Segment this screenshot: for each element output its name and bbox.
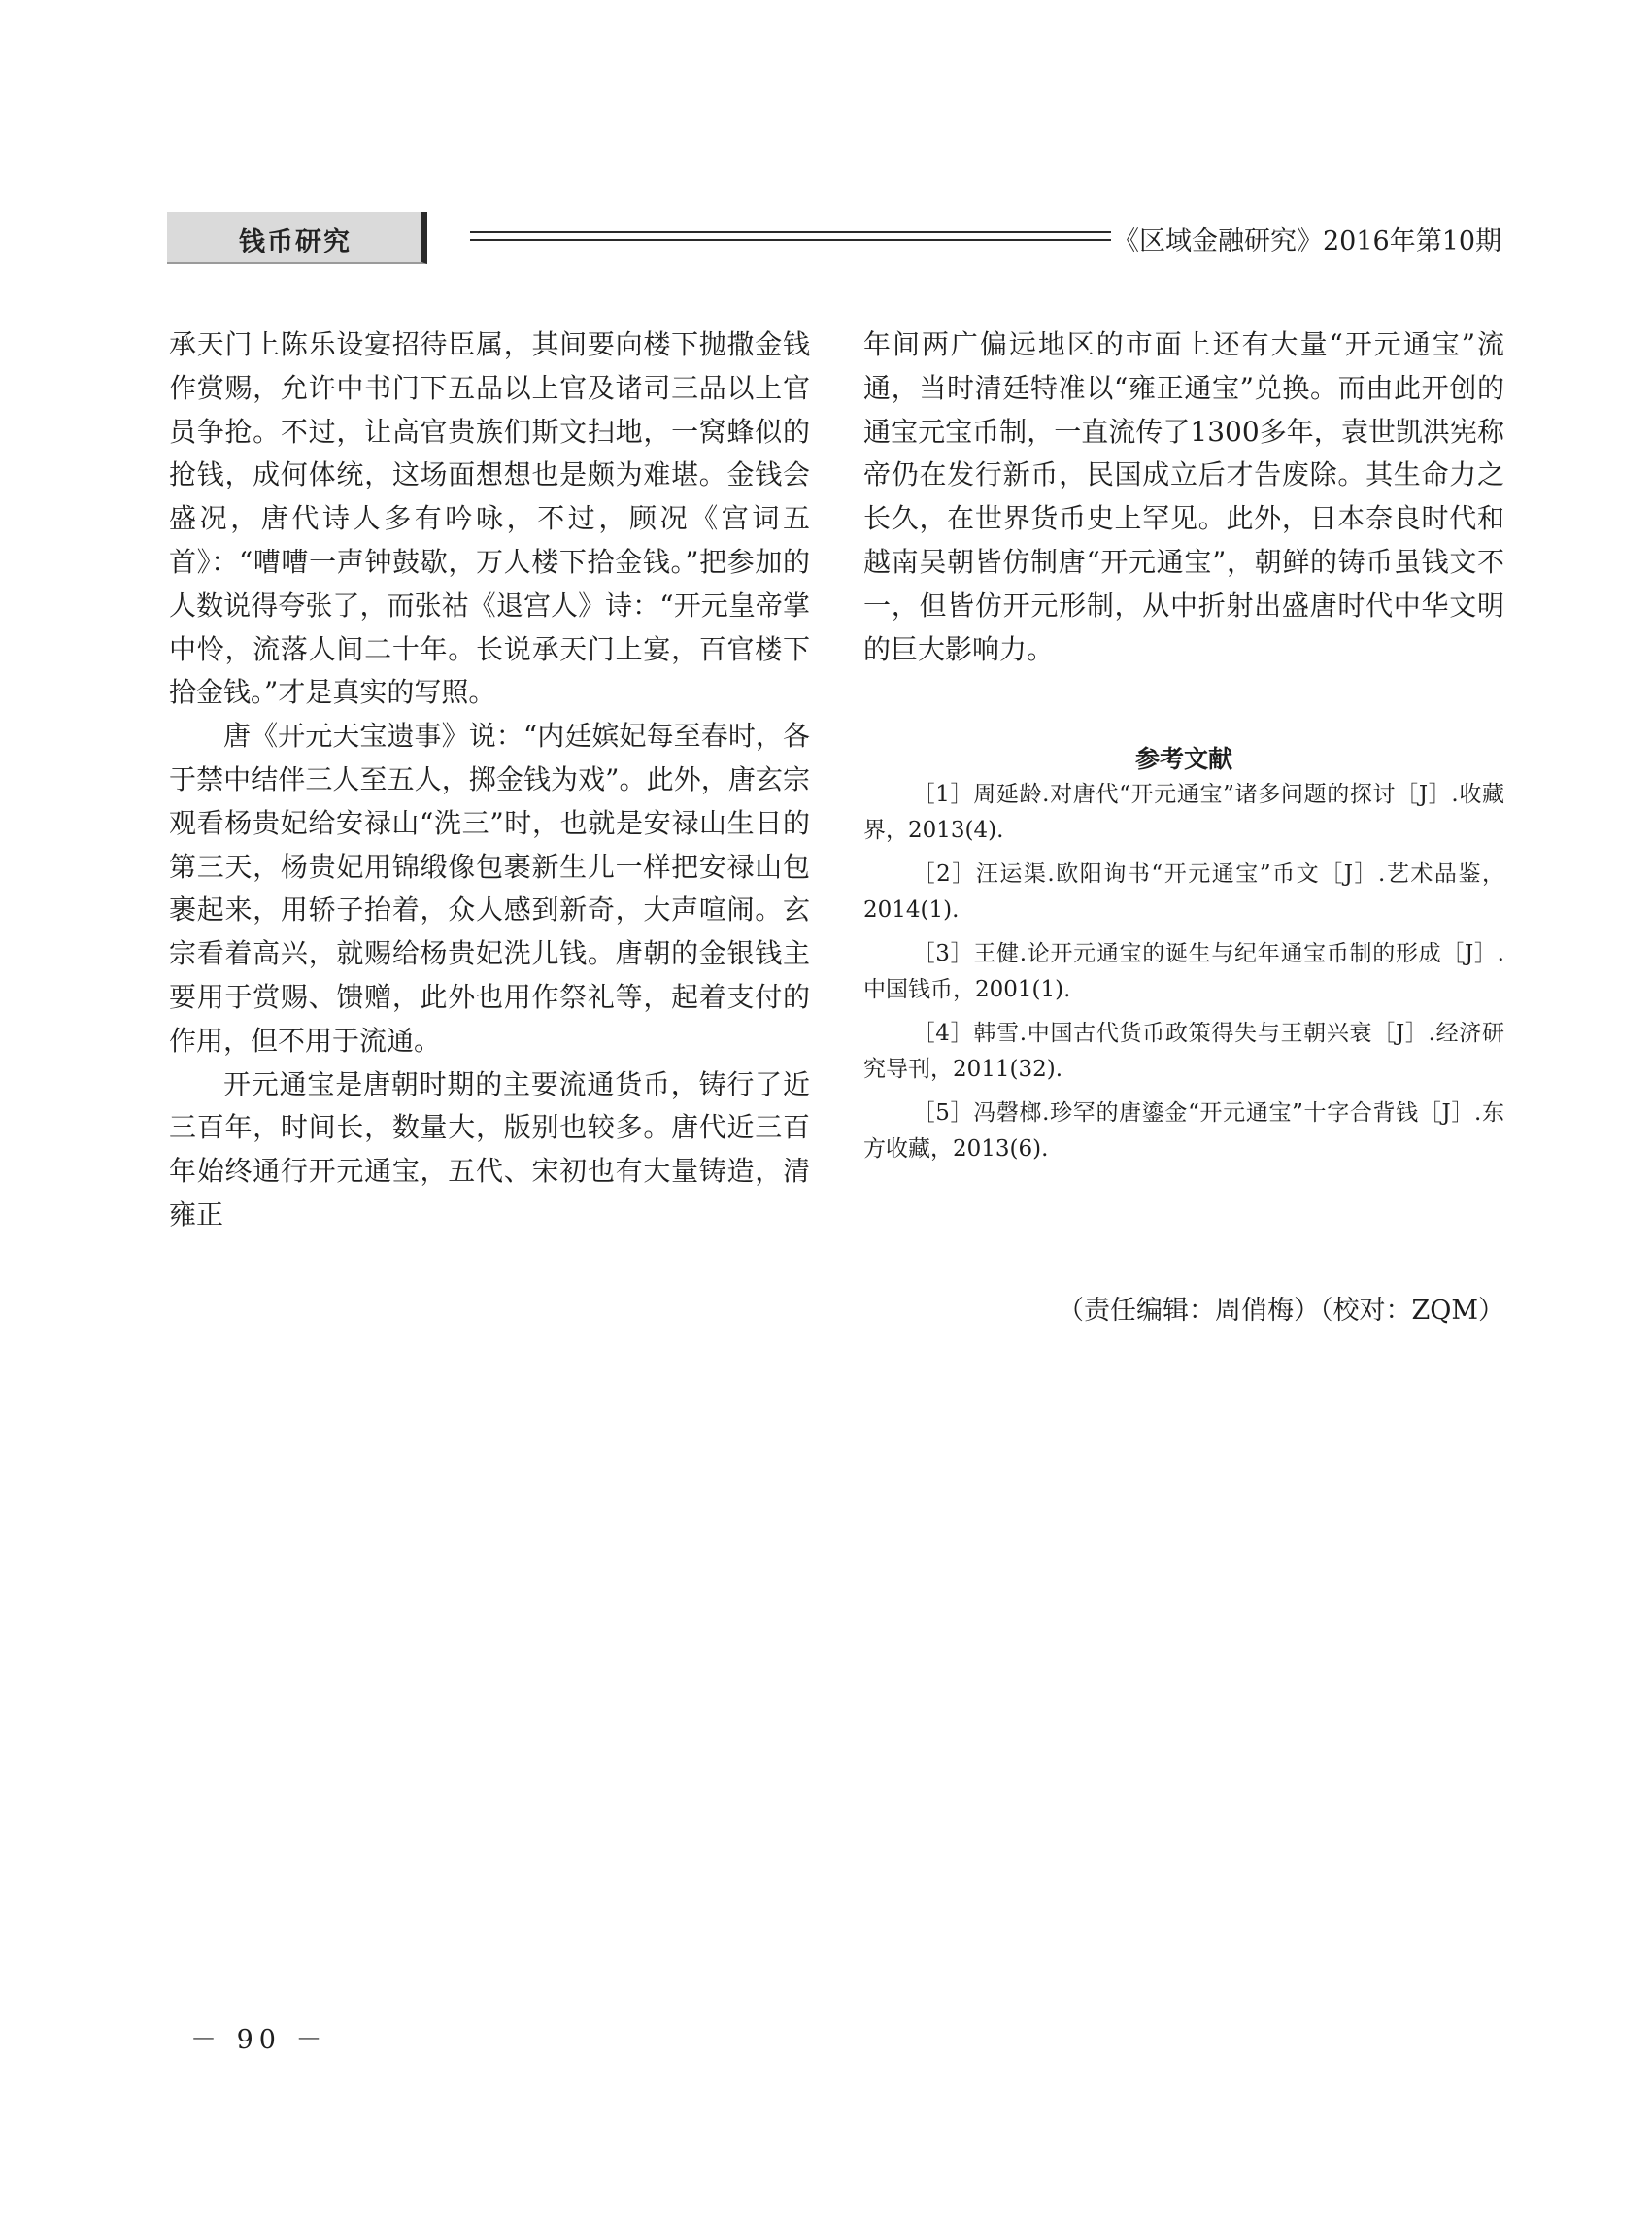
journal-title: 《区域金融研究》2016年第10期 (1113, 226, 1502, 256)
paragraph: 开元通宝是唐朝时期的主要流通货币，铸行了近三百年，时间长，数量大，版别也较多。唐代近三百年始终通行开元通宝，五代、宋初也有大量铸造，清雍正 (169, 1067, 810, 1231)
paragraph: 唐《开元天宝遗事》说：“内廷嫔妃每至春时，各于禁中结伴三人至五人，掷金钱为戏”。此外，唐玄宗观看杨贵妃给安禄山“洗三”时，也就是安禄山生日的第三天，杨贵妃用锦缎像包裹新生儿一样把安禄山包裹起来，用轿子抬着，众人感到新奇，大声喧闹。玄宗看着高兴，就赐给杨贵妃洗儿钱。唐朝的金银钱主要用于赏赐、馈赠，此外也用作祭礼等，起着支付的作用，但不用于流通。 (169, 720, 810, 1057)
left-column (169, 323, 810, 1237)
section-label: 钱币研究 (239, 227, 352, 257)
reference-item: ［3］王健.论开元通宝的诞生与纪年通宝币制的形成［J］.中国钱币，2001(1). (863, 941, 1504, 1002)
paragraph: 承天门上陈乐设宴招待臣属，其间要向楼下抛撒金钱作赏赐，允许中书门下五品以上官及诸司三品以上官员争抢。不过，让高官贵族们斯文扫地，一窝蜂似的抢钱，成何体统，这场面想想也是颇为难堪。金钱会盛况，唐代诗人多有吟咏，不过，顾况《宫词五首》：“嘈嘈一声钟鼓歇，万人楼下拾金钱。”把参加的人数说得夸张了，而张祜《退宫人》诗：“开元皇帝掌中怜，流落人间二十年。长说承天门上宴，百官楼下拾金钱。”才是真实的写照。 (169, 328, 810, 709)
page-number: － 90 － (190, 2025, 328, 2055)
reference-item: ［1］周延龄.对唐代“开元通宝”诸多问题的探讨［J］.收藏界，2013(4). (863, 782, 1504, 843)
header-rule-bottom (470, 239, 1111, 241)
reference-item: ［5］冯磬榔.珍罕的唐鎏金“开元通宝”十字合背钱［J］.东方收藏，2013(6). (863, 1100, 1504, 1162)
header-rule-top (470, 231, 1111, 233)
references-title: 参考文献 (1134, 745, 1232, 773)
section-tab (167, 212, 427, 264)
reference-item: ［2］汪运渠.欧阳询书“开元通宝”币文［J］.艺术品鉴，2014(1). (863, 861, 1504, 923)
editor-credit: （责任编辑：周俏梅）（校对：ZQM） (1057, 1296, 1504, 1326)
paragraph: 年间两广偏远地区的市面上还有大量“开元通宝”流通，当时清廷特准以“雍正通宝”兑换。而由此开创的通宝元宝币制，一直流传了1300多年，袁世凯洪宪称帝仍在发行新币，民国成立后才告废除。其生命力之长久，在世界货币史上罕见。此外，日本奈良时代和越南吴朝皆仿制唐“开元通宝”，朝鲜的铸币虽钱文不一，但皆仿开元形制，从中折射出盛唐时代中华文明的巨大影响力。 (863, 328, 1504, 665)
references-list (863, 777, 1504, 1175)
right-column (863, 323, 1504, 671)
reference-item: ［4］韩雪.中国古代货币政策得失与王朝兴衰［J］.经济研究导刊，2011(32). (863, 1021, 1504, 1082)
